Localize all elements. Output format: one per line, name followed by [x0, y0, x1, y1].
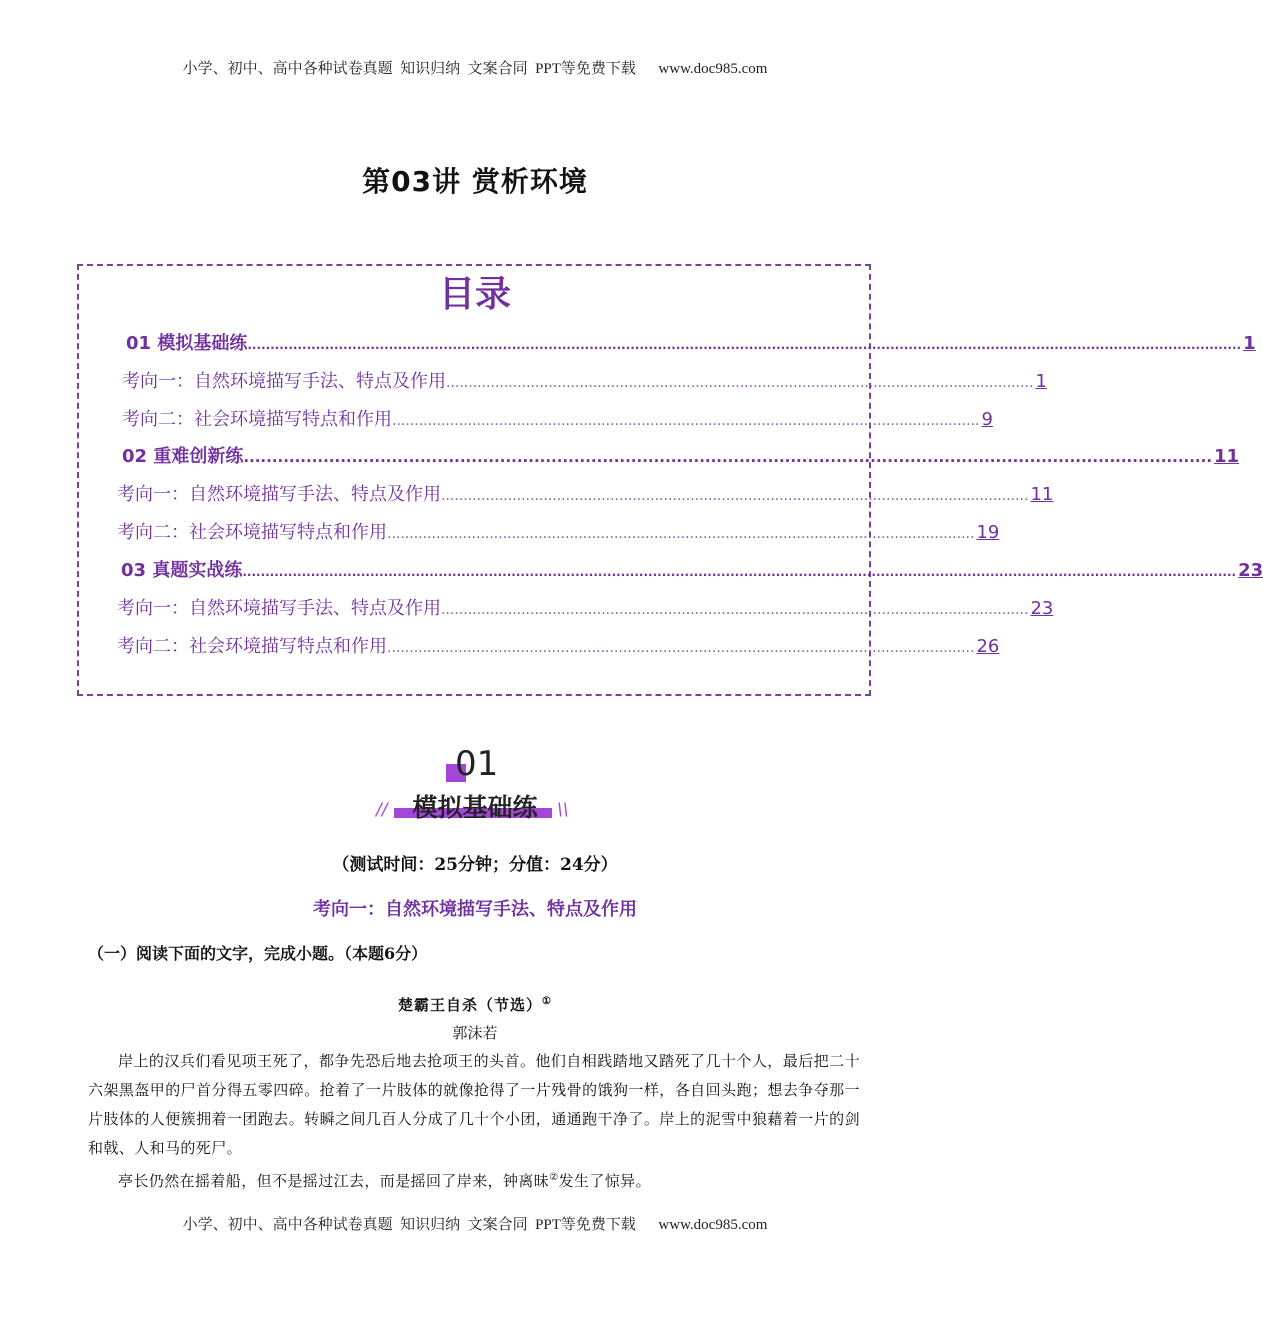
- footnote-marker: ②: [549, 1172, 559, 1183]
- toc-entry-label: 考向二：社会环境描写特点和作用: [117, 522, 387, 543]
- toc-entry-label: 考向一：自然环境描写手法、特点及作用: [117, 484, 441, 505]
- toc-heading: 目录: [438, 274, 511, 315]
- toc-leader: ....................................................................................................................................: [387, 640, 975, 656]
- toc-entry-02[interactable]: [122, 442, 1240, 468]
- toc-entry-label: 考向二：社会环境描写特点和作用: [117, 636, 387, 657]
- toc-page-link[interactable]: 23: [1030, 598, 1054, 619]
- toc-entry-label: 02 重难创新练: [122, 446, 244, 467]
- kaoxiang-heading: 考向一：自然环境描写手法、特点及作用: [313, 899, 637, 920]
- toc-leader: ....................................................................................................................................: [387, 526, 975, 542]
- footnote-marker: ①: [542, 996, 552, 1007]
- section-title: 模拟基础练: [412, 793, 538, 822]
- paragraph-text: 发生了惊异。: [558, 1172, 651, 1190]
- toc-entry-label: 考向一：自然环境描写手法、特点及作用: [122, 371, 446, 392]
- toc-page-link[interactable]: 1: [1035, 371, 1047, 392]
- toc-entry-label: 01 模拟基础练: [126, 333, 248, 354]
- toc-entry-02-2[interactable]: [117, 518, 1000, 544]
- question-instruction: （一）阅读下面的文字，完成小题。（本题6分）: [88, 944, 428, 963]
- toc-page-link[interactable]: 23: [1238, 560, 1263, 581]
- toc-entry-label: 考向二：社会环境描写特点和作用: [122, 409, 392, 430]
- toc-entry-label: 03 真题实战练: [121, 560, 243, 581]
- toc-page-link[interactable]: 19: [976, 522, 1000, 543]
- page-title: 第03讲 赏析环境: [362, 165, 588, 198]
- slash-decoration-left: //: [376, 800, 388, 820]
- page-footer: 小学、初中、高中各种试卷真题 知识归纳 文案合同 PPT等免费下载 www.doc985.com: [182, 1217, 768, 1233]
- toc-entry-02-1[interactable]: [117, 480, 1054, 506]
- toc-leader: ....................................................................................................................................: [441, 488, 1029, 504]
- toc-entry-03-2[interactable]: [117, 632, 1000, 658]
- passage-author: 郭沫若: [452, 1024, 498, 1042]
- toc-leader: ..........................................................................................................................................................................................................................: [247, 338, 1242, 352]
- toc-entry-03-1[interactable]: [117, 594, 1054, 620]
- passage-title-text: 楚霸王自杀（节选）: [398, 996, 543, 1014]
- toc-page-link[interactable]: 11: [1030, 484, 1054, 505]
- paragraph-text: 亭长仍然在摇着船，但不是摇过江去，而是摇回了岸来，钟离昧: [118, 1172, 550, 1190]
- toc-leader: ....................................................................................................................................: [392, 413, 980, 429]
- test-info: （测试时间：25分钟；分值：24分）: [332, 855, 618, 875]
- toc-page-link[interactable]: 11: [1214, 446, 1240, 467]
- toc-page-link[interactable]: 9: [981, 409, 993, 430]
- passage-paragraph-2: [88, 1163, 860, 1196]
- toc-leader: ....................................................................................................................................: [446, 375, 1034, 391]
- slash-decoration-right: \\: [557, 800, 569, 820]
- toc-leader: ....................................................................................................................................: [441, 602, 1029, 618]
- toc-entry-01-2[interactable]: [122, 405, 993, 431]
- toc-leader: ..........................................................................................................................................................................: [243, 448, 1213, 466]
- toc-entry-label: 考向一：自然环境描写手法、特点及作用: [117, 598, 441, 619]
- toc-page-link[interactable]: 1: [1243, 333, 1256, 354]
- toc-leader: ..........................................................................................................................................................................................................................: [242, 565, 1237, 579]
- passage-title: [0, 994, 950, 1015]
- section-number: 01: [455, 744, 499, 784]
- page-header: 小学、初中、高中各种试卷真题 知识归纳 文案合同 PPT等免费下载 www.doc985.com: [182, 61, 768, 77]
- toc-entry-01[interactable]: [126, 329, 1256, 355]
- toc-page-link[interactable]: 26: [976, 636, 1000, 657]
- toc-entry-01-1[interactable]: [122, 367, 1047, 393]
- toc-entry-03[interactable]: [121, 556, 1263, 582]
- passage-paragraph-1: 岸上的汉兵们看见项王死了，都争先恐后地去抢项王的头首。他们自相践踏地又踏死了几十个人，最后把二十六架黑盔甲的尸首分得五零四碎。抢着了一片肢体的就像抢得了一片残骨的饿狗一样，各自回头跑；想去争夺那一片肢体的人便簇拥着一团跑去。转瞬之间几百人分成了几十个小团，通通跑干净了。岸上的泥雪中狼藉着一片的剑和戟、人和马的死尸。: [88, 1052, 860, 1157]
